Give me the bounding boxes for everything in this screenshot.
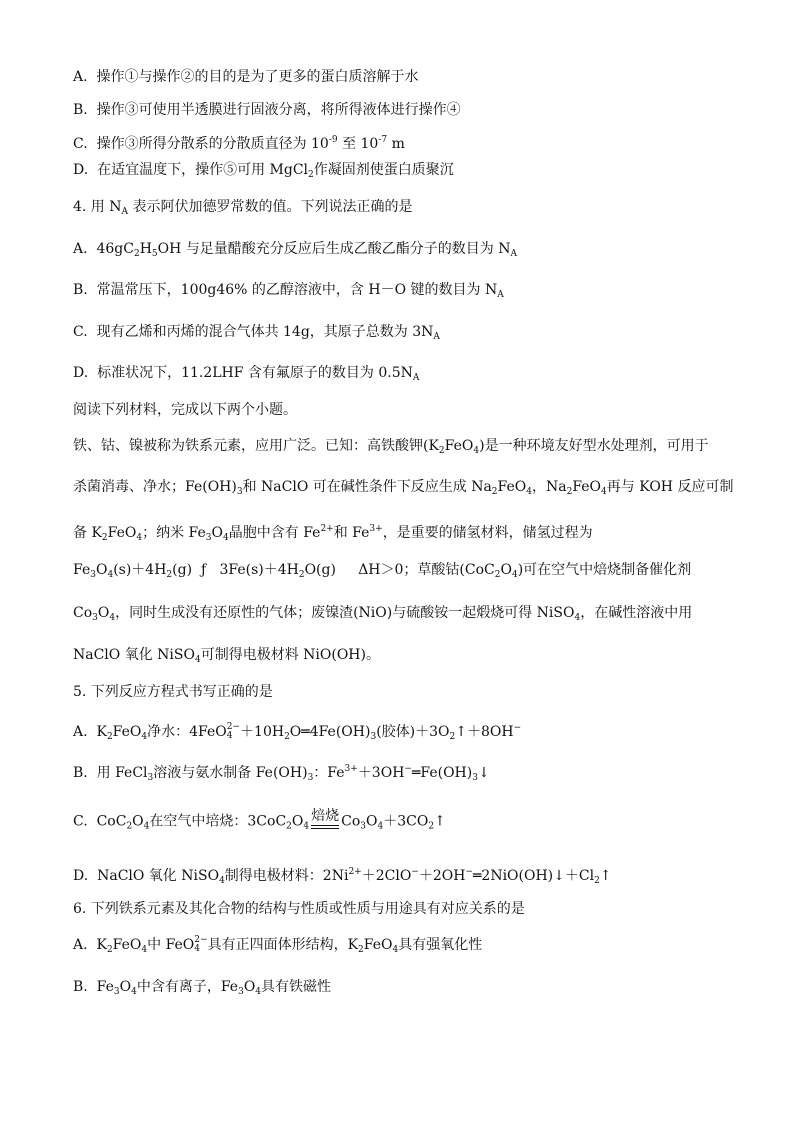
subscript: 2 — [594, 876, 600, 886]
subscript: A — [121, 207, 129, 217]
subscript: 3 — [90, 570, 96, 580]
text: Fe — [73, 562, 91, 578]
superscript: − — [411, 867, 419, 877]
subscript: 3 — [370, 732, 377, 742]
option-label: D. — [73, 868, 89, 884]
option-label: B. — [73, 102, 88, 118]
q5-option-b — [73, 760, 490, 787]
q4-option-c — [73, 323, 440, 346]
reading-line-3 — [73, 520, 593, 547]
subscript: 2 — [494, 570, 501, 580]
text: 杀菌消毒、净水；Fe(OH) — [73, 479, 237, 495]
reading-line-5 — [73, 604, 692, 627]
subscript: 2 — [101, 533, 108, 543]
formula: Fe — [96, 979, 114, 995]
subscript: 3 — [92, 613, 98, 623]
option-label: A. — [73, 69, 88, 85]
text: 可制得电极材料 NiO(OH)。 — [200, 647, 380, 663]
subscript: 4 — [109, 613, 116, 623]
text: 备 K — [73, 525, 102, 541]
option-text: 在适宜温度下，操作⑤可用 MgCl — [97, 162, 309, 178]
subscript: 2 — [298, 570, 305, 580]
formula: O — [119, 979, 132, 995]
subscript: 4 — [601, 487, 607, 497]
option-label: A. — [73, 937, 88, 953]
equals-bar — [311, 825, 339, 826]
subscript: 2 — [126, 821, 133, 832]
subscript: 2 — [286, 821, 292, 832]
text: 用 FeCl — [96, 765, 148, 781]
subscript: 2 — [166, 570, 173, 580]
subscript: 2 — [491, 487, 498, 497]
text: (g) ƒ 3Fe(s)＋4H — [172, 562, 299, 578]
subscript: 2 — [566, 487, 573, 497]
text: 具有铁磁性 — [261, 979, 332, 995]
subscript: 2 — [428, 821, 435, 832]
reading-line-1 — [73, 437, 709, 460]
superscript: 3+ — [369, 524, 383, 534]
option-text: 现有乙烯和丙烯的混合气体共 14g，其原子总数为 3N — [96, 324, 434, 340]
option-label: B. — [73, 765, 88, 781]
stem-text: 表示阿伏加德罗常数的值。下列说法正确的是 — [132, 199, 413, 215]
equation: ＋3OH — [357, 765, 405, 781]
subscript: 4 — [392, 945, 399, 955]
subscript: 4 — [131, 987, 137, 997]
equation: O — [291, 813, 304, 830]
reading-line-6 — [73, 646, 380, 669]
option-label: A. — [73, 724, 88, 740]
text: O — [500, 562, 512, 578]
equation: ═Fe(OH) — [411, 765, 473, 781]
text: 晶胞中含有 Fe — [228, 525, 321, 541]
option-text: 常温常压下，100g46% 的乙醇溶液中，含 H－O 键的数目为 N — [96, 282, 498, 298]
text: (s)＋4H — [113, 562, 167, 578]
text: FeO — [572, 479, 602, 495]
q3-option-d — [73, 161, 454, 184]
equation: ↑ — [599, 868, 612, 884]
reading-line-2 — [73, 478, 733, 501]
subscript: 2 — [449, 732, 456, 742]
option-text: 标准状况下，11.2LHF 含有氟原子的数目为 0.5N — [97, 365, 413, 381]
option-label: B. — [73, 282, 88, 298]
equation: (胶体)＋3O — [376, 724, 450, 740]
subscript: 2 — [358, 945, 364, 955]
subscript: 4 — [473, 446, 480, 456]
q4-option-b — [73, 281, 504, 304]
formula: O — [132, 813, 144, 830]
text: )可在空气中焙烧制备催化剂 — [517, 562, 692, 578]
option-label: B. — [73, 979, 88, 995]
formula: K — [96, 724, 107, 740]
text: 和 NaClO 可在碱性条件下反应生成 Na — [242, 479, 492, 495]
ion-script — [194, 936, 207, 954]
text: 和 Fe — [333, 525, 370, 541]
text: 铁、钴、镍被称为铁系元素，应用广泛。已知：高铁酸钾(K — [73, 438, 439, 454]
equation: ↑ — [434, 813, 446, 830]
option-label: C. — [73, 136, 88, 152]
text: O — [97, 605, 110, 621]
option-text: 操作③所得分散系的分散质直径为 10 — [96, 136, 329, 152]
text: NaClO 氧化 NiSO — [97, 868, 220, 884]
equation: ↑＋8OH — [455, 724, 514, 740]
option-label: D. — [73, 365, 89, 381]
equation: ↓ — [477, 765, 490, 781]
text: 再与 KOH 反应可制 — [606, 479, 734, 495]
subscript: 4 — [574, 613, 581, 623]
q5-option-a — [73, 719, 521, 746]
subscript: 4 — [223, 533, 229, 543]
superscript: 2− — [226, 722, 241, 732]
text: 具有正四面体形结构，K — [207, 937, 359, 953]
equation: ：Fe — [313, 765, 345, 781]
subscript: 4 — [143, 821, 150, 832]
reading-intro: 阅读下列材料，完成以下两个小题。 — [73, 402, 297, 418]
subscript: 4 — [255, 987, 262, 997]
q5-option-d — [73, 863, 612, 890]
formula: K — [96, 937, 107, 953]
q6-stem: 6. 下列铁系元素及其化合物的结构与性质或性质与用途具有对应关系的是 — [73, 901, 525, 917]
subscript: 3 — [472, 773, 478, 783]
subscript: 4 — [511, 570, 518, 580]
subscript: 4 — [226, 731, 233, 741]
text: FeO — [107, 525, 137, 541]
superscript: − — [513, 723, 522, 733]
option-text: 操作①与操作②的目的是为了更多的蛋白质溶解于水 — [96, 69, 419, 85]
subscript: 3 — [147, 773, 154, 783]
text: 溶液与氨水制备 Fe(OH) — [153, 765, 308, 781]
subscript: A — [433, 332, 440, 342]
subscript: 5 — [151, 249, 158, 259]
equation: 净水：4FeO — [147, 724, 227, 740]
text: 具有强氧化性 — [398, 937, 483, 953]
superscript: 2− — [194, 935, 208, 945]
superscript: 2+ — [320, 524, 334, 534]
option-text: 至 10 — [342, 136, 379, 152]
equation: Co — [341, 813, 361, 830]
subscript: 4 — [194, 944, 201, 954]
option-text: 作凝固剂使蛋白质聚沉 — [313, 162, 454, 178]
ion-script — [227, 723, 240, 741]
equation: ＋3CO — [383, 813, 429, 830]
equation: 制得电极材料：2Ni — [224, 868, 349, 884]
text: O — [95, 562, 108, 578]
subscript: A — [412, 373, 420, 383]
subscript: 4 — [141, 945, 148, 955]
text: O — [243, 979, 256, 995]
subscript: 3 — [113, 987, 120, 997]
q3-option-c — [73, 131, 405, 153]
subscript: 4 — [136, 533, 143, 543]
q5-stem: 5. 下列反应方程式书写正确的是 — [73, 684, 273, 700]
subscript: 4 — [141, 732, 148, 742]
text: O(g) ΔH＞0；草酸钴(CoC — [304, 562, 495, 578]
subscript: 3 — [360, 821, 366, 832]
option-label: C. — [73, 324, 88, 340]
q3-option-b — [73, 101, 461, 119]
superscript: 2+ — [348, 867, 362, 877]
formula: FeO — [112, 724, 142, 740]
equation: ＋2ClO — [361, 868, 412, 884]
subscript: 2 — [438, 446, 445, 456]
option-label: C. — [73, 813, 88, 830]
text: Co — [73, 605, 93, 621]
reaction-condition — [311, 808, 339, 835]
subscript: 4 — [107, 570, 114, 580]
text: ，在碱性溶液中用 — [580, 605, 693, 621]
subscript: 4 — [194, 655, 201, 665]
q6-option-a — [73, 936, 482, 959]
text: ，Na — [531, 479, 567, 495]
q6-option-b — [73, 978, 331, 1001]
option-text: OH 与足量醋酸充分反应后生成乙酸乙酯分子的数目为 N — [157, 241, 511, 257]
option-label: D. — [73, 162, 89, 178]
reading-line-4 — [73, 561, 691, 584]
equation: ═2NiO(OH)↓＋Cl — [472, 868, 595, 884]
subscript: 2 — [106, 732, 113, 742]
condition-text: 焙烧 — [311, 808, 340, 824]
subscript: 3 — [205, 533, 212, 543]
formula: CoC — [96, 813, 127, 830]
q4-option-a — [73, 240, 517, 263]
text: 中 FeO — [147, 937, 195, 953]
equation: O — [365, 813, 378, 830]
formula: H — [139, 241, 152, 257]
text: )是一种环境友好型水处理剂，可用于 — [479, 438, 709, 454]
text: FeO — [363, 937, 393, 953]
subscript: 2 — [133, 249, 140, 259]
formula: FeO — [112, 937, 142, 953]
subscript: 3 — [307, 773, 314, 783]
text: FeO — [497, 479, 527, 495]
equation: ＋10H — [240, 724, 285, 740]
option-label: A. — [73, 241, 88, 257]
q4-option-d — [73, 364, 419, 387]
text: NaClO 氧化 NiSO — [73, 647, 195, 663]
q4-stem — [73, 198, 412, 221]
subscript: A — [497, 290, 504, 300]
equals-bar — [311, 828, 339, 829]
equation: 在空气中培烧：3CoC — [149, 813, 287, 830]
q3-option-a — [73, 68, 418, 86]
subscript: 3 — [236, 487, 243, 497]
superscript: 3+ — [344, 764, 358, 774]
subscript: 2 — [308, 170, 314, 180]
text: FeO — [444, 438, 474, 454]
text: O — [211, 525, 224, 541]
text: ，同时生成没有还原性的气体；废镍渣(NiO)与硫酸铵一起煅烧可得 NiSO — [115, 605, 575, 621]
exponent: -9 — [328, 135, 338, 145]
equation: O═4Fe(OH) — [289, 724, 371, 740]
stem-text: 4. 用 N — [73, 199, 122, 215]
formula: 46gC — [96, 241, 134, 257]
subscript: 2 — [106, 945, 113, 955]
subscript: 4 — [303, 821, 310, 832]
subscript: 2 — [284, 732, 290, 742]
exponent: -7 — [378, 135, 388, 145]
subscript: A — [510, 249, 517, 259]
equation: ＋2OH — [418, 868, 466, 884]
text: ，是重要的储氢材料，储氢过程为 — [382, 525, 593, 541]
subscript: 3 — [238, 987, 244, 997]
superscript: − — [465, 867, 473, 877]
unit: m — [391, 136, 405, 152]
subscript: 4 — [526, 487, 532, 497]
superscript: − — [404, 764, 412, 774]
text: 中含有离子，Fe — [136, 979, 239, 995]
text: ；纳米 Fe — [142, 525, 206, 541]
option-text: 操作③可使用半透膜进行固液分离，将所得液体进行操作④ — [96, 102, 461, 118]
q5-option-c — [73, 808, 446, 836]
subscript: 4 — [219, 876, 225, 886]
subscript: 4 — [377, 821, 384, 832]
